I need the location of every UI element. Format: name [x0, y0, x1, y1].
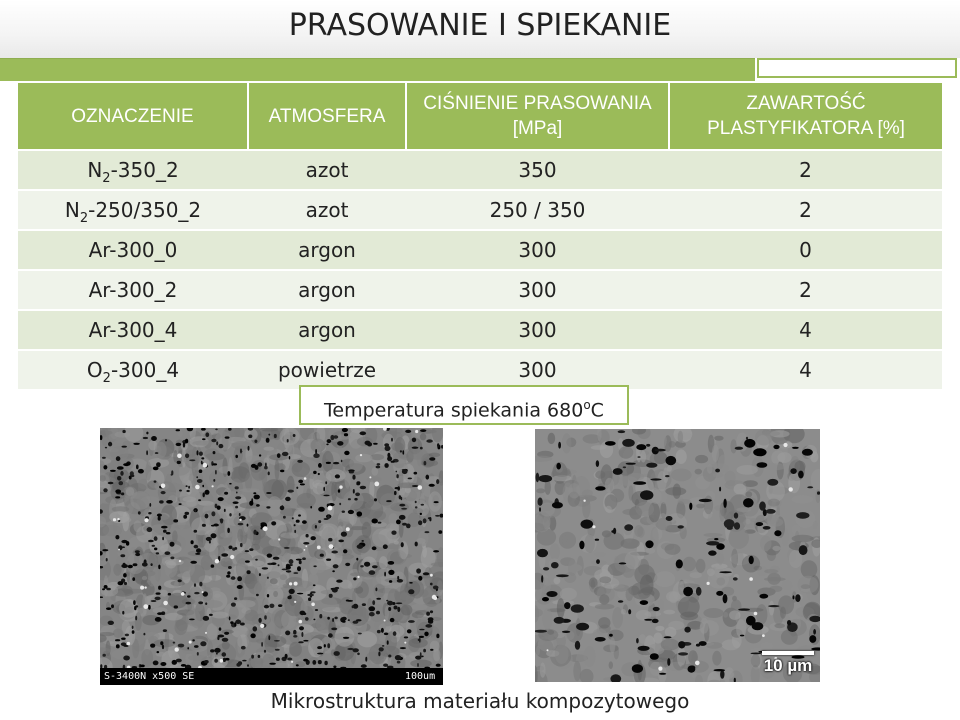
cell-plasticizer: 4 [669, 310, 942, 350]
header-plasticizer [669, 83, 942, 150]
designation-main: Ar-300_4 [88, 318, 178, 342]
cell-pressure: 300 [406, 230, 669, 270]
cell-atmosphere: argon [248, 230, 406, 270]
slide-title: PRASOWANIE I SPIEKANIE [288, 8, 672, 43]
cell-pressure: 300 [406, 350, 669, 389]
table-row [18, 230, 942, 270]
cell-pressure: 300 [406, 310, 669, 350]
header-plasticizer-label: ZAWARTOŚĆ PLASTYFIKATORA [%] [707, 93, 905, 139]
designation-suffix: -350_2 [110, 158, 179, 182]
cell-designation [18, 150, 248, 190]
sem-image-right [535, 429, 820, 682]
temperature-degree: o [583, 398, 591, 412]
cell-plasticizer: 2 [669, 270, 942, 310]
sem-texture-right [535, 429, 820, 682]
table-row [18, 310, 942, 350]
cell-designation [18, 310, 248, 350]
cell-atmosphere: argon [248, 270, 406, 310]
sem-scale-text: 100um [405, 671, 436, 682]
cell-atmosphere: azot [248, 150, 406, 190]
cell-designation [18, 350, 248, 389]
designation-suffix: -300_4 [110, 358, 180, 382]
table-row [18, 350, 942, 389]
cell-designation [18, 230, 248, 270]
designation-main: Ar-300_2 [88, 278, 178, 302]
designation-subscript: 2 [79, 211, 89, 226]
header-pressure-label: CIŚNIENIE PRASOWANIA [MPa] [423, 93, 652, 139]
cell-pressure: 350 [406, 150, 669, 190]
cell-plasticizer: 2 [669, 150, 942, 190]
cell-atmosphere: azot [248, 190, 406, 230]
figure-caption: Mikrostruktura materiału kompozytowego [270, 689, 690, 713]
designation-subscript: 2 [102, 171, 111, 186]
header-pressure [406, 83, 669, 150]
designation-main: O [86, 358, 103, 382]
table-row [18, 150, 942, 190]
cell-plasticizer: 2 [669, 190, 942, 230]
designation-main: Ar-300_0 [88, 238, 178, 262]
cell-plasticizer: 4 [669, 350, 942, 389]
designation-suffix: -250/350_2 [88, 198, 202, 222]
cell-designation [18, 270, 248, 310]
sem-texture-left [100, 428, 443, 668]
cell-atmosphere: argon [248, 310, 406, 350]
cell-designation [18, 190, 248, 230]
designation-main: N [64, 198, 80, 222]
cell-plasticizer: 0 [669, 230, 942, 270]
temperature-unit: C [590, 399, 604, 422]
sem-image-left [100, 428, 443, 685]
accent-box [757, 58, 957, 78]
sem-info-bar [100, 668, 443, 685]
table-header-row [18, 83, 942, 150]
cell-pressure: 250 / 350 [406, 190, 669, 230]
temperature-text: Temperatura spiekania 680 [324, 399, 584, 422]
scale-bar-line [762, 651, 814, 655]
table-row [18, 270, 942, 310]
scale-bar [762, 651, 814, 676]
designation-main: N [87, 158, 103, 182]
table-row [18, 190, 942, 230]
header-atmosphere: ATMOSFERA [248, 83, 406, 150]
designation-subscript: 2 [102, 371, 111, 386]
scale-bar-label: 10 µm [763, 656, 813, 675]
sem-info-text: S-3400N x500 SE [104, 671, 195, 682]
cell-pressure: 300 [406, 270, 669, 310]
accent-bar [0, 58, 755, 81]
parameters-table [18, 83, 942, 389]
sintering-temperature [299, 385, 629, 425]
cell-atmosphere: powietrze [248, 350, 406, 389]
header-designation: OZNACZENIE [18, 83, 248, 150]
